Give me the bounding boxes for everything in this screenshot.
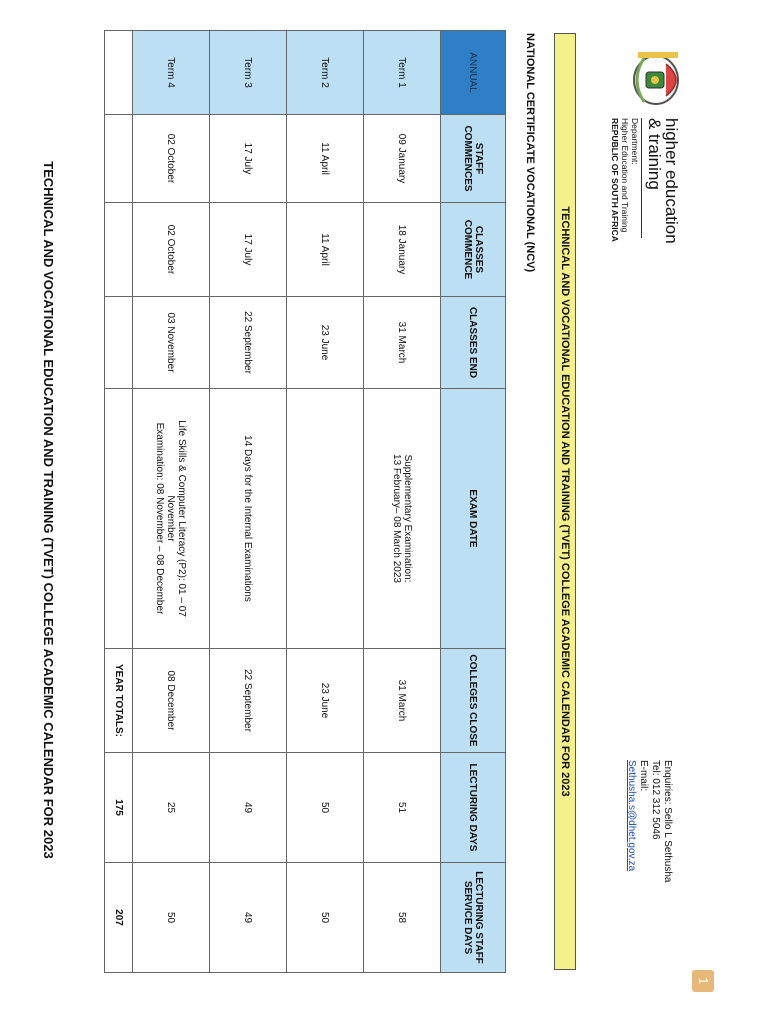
service-days-cell: 58 (364, 863, 441, 973)
classes-end-cell: 23 June (287, 297, 364, 389)
exam-line: November (165, 495, 177, 542)
classes-commence-cell: 18 January (364, 203, 441, 297)
header-exam-date: EXAM DATE (441, 389, 506, 649)
email-link[interactable]: Sethusha.s@dhet.gov.za (626, 760, 637, 872)
empty-cell (105, 389, 133, 649)
academic-calendar-table (104, 30, 506, 973)
totals-row (105, 31, 133, 973)
term-label: Term 2 (287, 31, 364, 115)
classes-end-cell: 31 March (364, 297, 441, 389)
exam-line: 13 February– 08 March 2023 (391, 454, 402, 583)
table-row (133, 31, 210, 973)
exam-date-cell (133, 389, 210, 649)
term-label: Term 4 (133, 31, 210, 115)
exam-date-cell (287, 389, 364, 649)
header-lecturing-days: LECTURING DAYS (441, 753, 506, 863)
lecturing-days-cell: 50 (287, 753, 364, 863)
coat-of-arms-logo (628, 50, 688, 110)
classes-commence-cell: 11 April (287, 203, 364, 297)
exam-date-cell (210, 389, 287, 649)
staff-commences-cell: 17 July (210, 115, 287, 203)
exam-date-cell (364, 389, 441, 649)
page-number-badge: 1 (692, 970, 714, 992)
empty-cell (105, 115, 133, 203)
table-header-row (441, 31, 506, 973)
email-label: E-mail: (638, 760, 649, 792)
header-classes-end: CLASSES END (441, 297, 506, 389)
exam-line: Supplementary Examination: (402, 454, 413, 583)
brand-line-2: & training (645, 118, 664, 190)
year-totals-label: YEAR TOTALS: (105, 649, 133, 753)
enquiries-email-row (625, 760, 649, 883)
header-colleges-close: COLLEGES CLOSE (441, 649, 506, 753)
enquiries-tel: Tel: 012 312 5046 (650, 760, 661, 840)
department-info (610, 118, 640, 242)
staff-commences-cell: 11 April (287, 115, 364, 203)
classes-end-cell: 03 November (133, 297, 210, 389)
colleges-close-cell: 23 June (287, 649, 364, 753)
classes-commence-cell: 02 October (133, 203, 210, 297)
colleges-close-cell: 22 September (210, 649, 287, 753)
lecturing-days-cell: 49 (210, 753, 287, 863)
brand-line-1: higher education (662, 118, 681, 244)
lecturing-days-cell: 51 (364, 753, 441, 863)
staff-commences-cell: 02 October (133, 115, 210, 203)
term-label: Term 3 (210, 31, 287, 115)
table-row (287, 31, 364, 973)
classes-end-cell: 22 September (210, 297, 287, 389)
brand-divider (641, 118, 642, 238)
staff-commences-cell: 09 January (364, 115, 441, 203)
service-days-cell: 50 (287, 863, 364, 973)
header-service-days: LECTURING STAFF SERVICE DAYS (441, 863, 506, 973)
header-staff-commences: STAFF COMMENCES (441, 115, 506, 203)
service-days-cell: 50 (133, 863, 210, 973)
empty-cell (105, 203, 133, 297)
enquiries-name: Enquiries: Sello L Sethusha (662, 760, 673, 883)
exam-line: Life Skills & Computer Literacy (P2): 01 – 07 (176, 420, 188, 617)
term-label: Term 1 (364, 31, 441, 115)
header-annual: ANNUAL (441, 31, 506, 115)
exam-line: Examination: 08 November – 08 December (154, 422, 166, 615)
lecturing-days-cell: 25 (133, 753, 210, 863)
total-lecturing-days: 175 (105, 753, 133, 863)
colleges-close-cell: 31 March (364, 649, 441, 753)
section-subtitle: NATIONAL CERTIFICATE VOCATIONAL (NCV) (524, 33, 536, 273)
document-title: TECHNICAL AND VOCATIONAL EDUCATION AND TRAINING (TVET) COLLEGE ACADEMIC CALENDAR FOR 2023 (554, 33, 576, 970)
colleges-close-cell: 08 December (133, 649, 210, 753)
classes-commence-cell: 17 July (210, 203, 287, 297)
service-days-cell: 49 (210, 863, 287, 973)
dept-name: Higher Education and Training (620, 118, 630, 233)
enquiries-block (625, 760, 673, 883)
dept-label: Department: (630, 118, 640, 165)
total-service-days: 207 (105, 863, 133, 973)
exam-line: 14 Days for the Internal Examinations (242, 435, 254, 602)
table-row (364, 31, 441, 973)
empty-cell (105, 297, 133, 389)
table-row (210, 31, 287, 973)
brand-name (646, 118, 680, 244)
footer-title: TECHNICAL AND VOCATIONAL EDUCATION AND TRAINING (TVET) COLLEGE ACADEMIC CALENDAR FOR 2023 (41, 161, 56, 859)
header-classes-commence: CLASSES COMMENCE (441, 203, 506, 297)
empty-cell (105, 31, 133, 115)
country-name: REPUBLIC OF SOUTH AFRICA (610, 118, 620, 242)
